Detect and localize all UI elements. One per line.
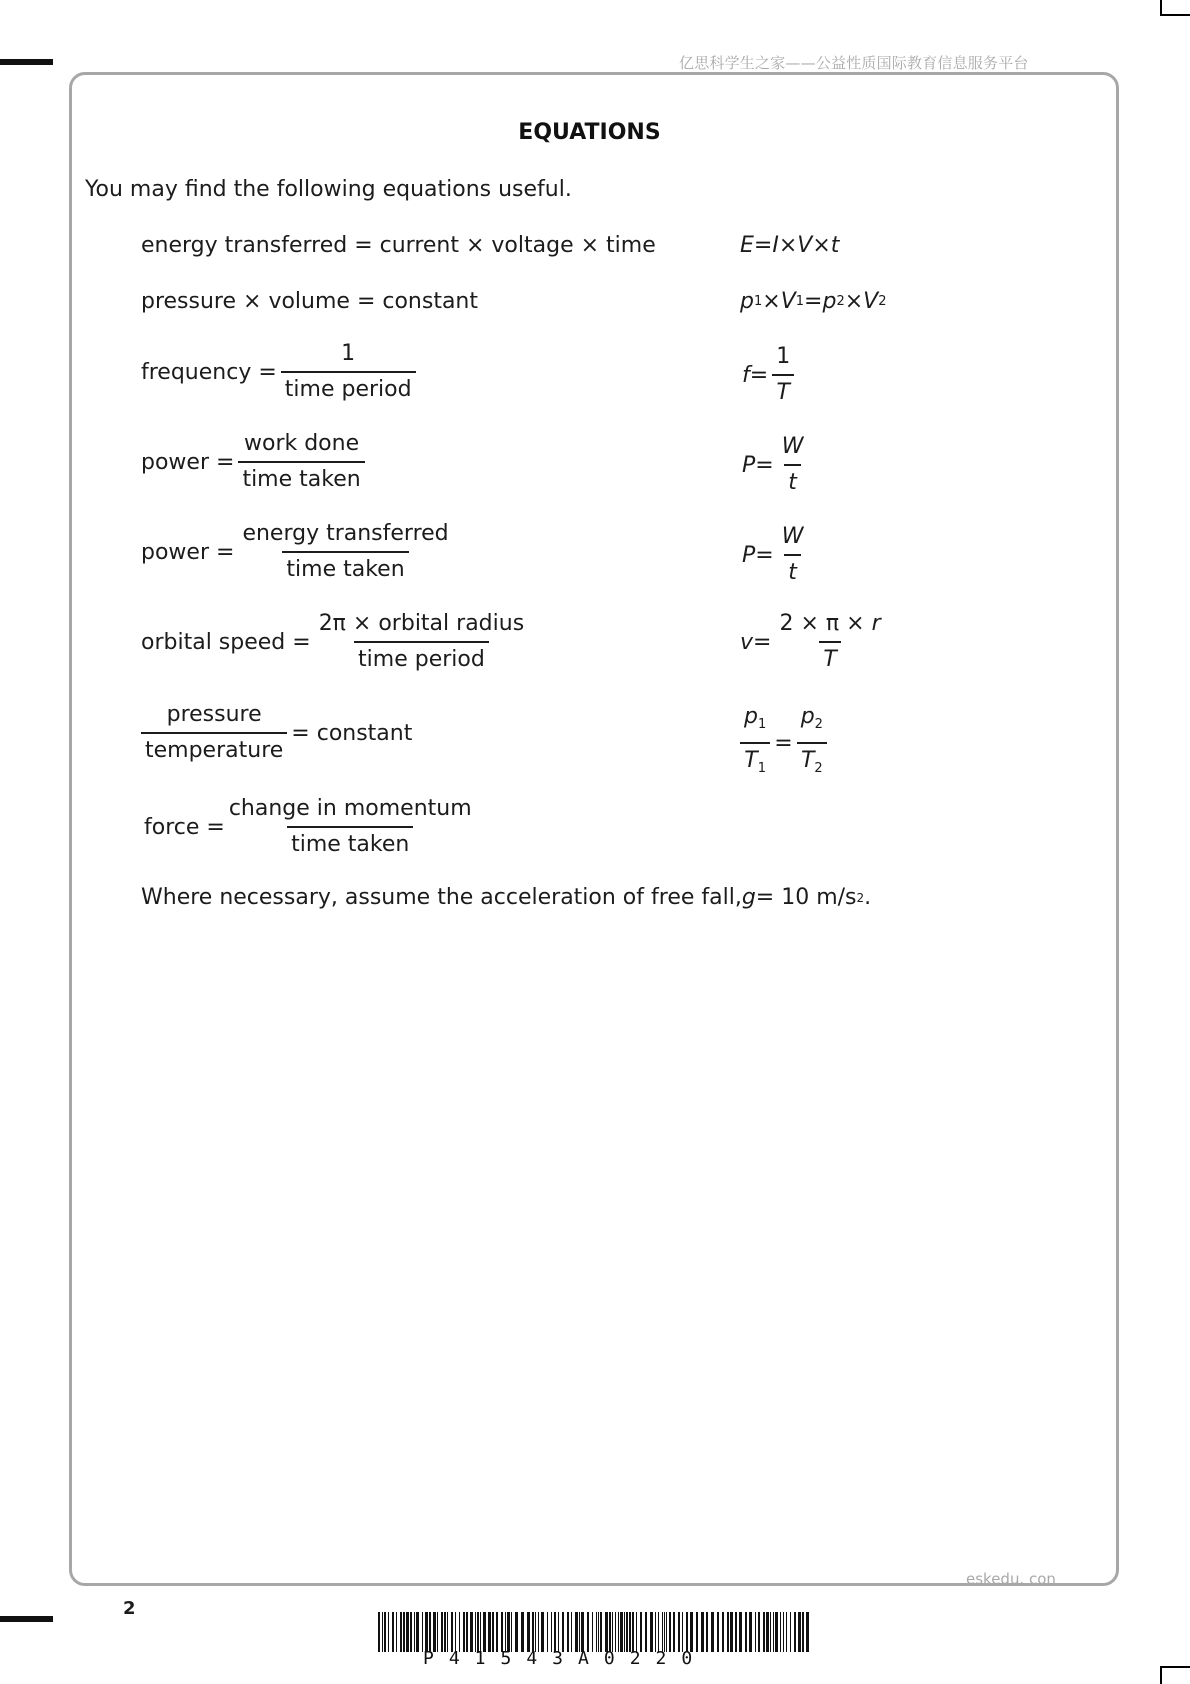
orbital-lhs: orbital speed = (141, 629, 311, 655)
fraction-denominator: time taken (287, 826, 413, 858)
barcode-bar (730, 1612, 733, 1652)
barcode-bar (780, 1612, 781, 1652)
barcode-bar (515, 1612, 518, 1652)
sym-E: E (740, 233, 754, 258)
frequency-equation-word (141, 341, 420, 403)
fraction-denominator (740, 742, 770, 782)
barcode-bar (447, 1612, 448, 1652)
fraction-numerator: 2π × orbital radius (318, 611, 525, 636)
sym-r: r (871, 611, 881, 636)
barcode-bar (466, 1612, 468, 1652)
sym-T: T (800, 748, 815, 773)
energy-equation-word (141, 233, 656, 258)
barcode-bar (612, 1612, 613, 1652)
barcode-bar (686, 1612, 688, 1652)
barcode-bar (483, 1612, 486, 1652)
barcode-bar (658, 1612, 659, 1652)
sym-eq: = (753, 629, 772, 655)
fraction-numerator: 1 (776, 344, 791, 369)
barcode (378, 1612, 810, 1652)
pressure-volume-word-text: pressure × volume = constant (141, 289, 479, 314)
sym-eq: = (774, 730, 793, 756)
barcode-bar (429, 1612, 431, 1652)
force-lhs: force = (144, 814, 225, 840)
barcode-bar (682, 1612, 683, 1652)
barcode-bar (706, 1612, 708, 1652)
barcode-bar (470, 1612, 473, 1652)
frequency-symbol-fraction (772, 344, 794, 406)
sym-v: v (740, 629, 754, 655)
barcode-bar (444, 1612, 446, 1652)
numerator-constants: 2 × π × (779, 611, 872, 636)
barcode-bar (615, 1612, 616, 1652)
barcode-bar (669, 1612, 671, 1652)
orbital-equation-symbol (740, 611, 889, 673)
barcode-bar (425, 1612, 428, 1652)
sym-V: V (863, 289, 879, 314)
barcode-bar (739, 1612, 742, 1652)
barcode-bar (527, 1612, 530, 1652)
barcode-bar (403, 1612, 405, 1652)
barcode-bar (562, 1612, 564, 1652)
sub-1: 1 (757, 717, 767, 732)
fraction-denominator: t (784, 554, 801, 586)
barcode-bar (507, 1612, 510, 1652)
header-watermark: 亿思科学生之家——公益性质国际教育信息服务平台 (679, 54, 1029, 72)
sym-times: × (762, 289, 781, 314)
barcode-bar (790, 1612, 791, 1652)
barcode-bar (673, 1612, 675, 1652)
sub-2: 2 (814, 717, 823, 732)
barcode-bar (554, 1612, 556, 1652)
sym-eq: = (755, 452, 774, 478)
page-title: EQUATIONS (518, 120, 661, 145)
fraction-denominator: time period (281, 371, 416, 403)
barcode-bar (645, 1612, 647, 1652)
barcode-bar (384, 1612, 386, 1652)
barcode-bar (783, 1612, 784, 1652)
barcode-bar (806, 1612, 809, 1652)
barcode-bar (455, 1612, 456, 1652)
power-energy-symbol-fraction (778, 524, 808, 586)
barcode-bar (475, 1612, 476, 1652)
barcode-bar (605, 1612, 608, 1652)
barcode-bar (406, 1612, 409, 1652)
symbol-fraction-2 (797, 704, 827, 782)
barcode-bar (521, 1612, 524, 1652)
page-number: 2 (123, 1598, 136, 1619)
barcode-bar (690, 1612, 693, 1652)
energy-word-text: energy transferred = current × voltage × time (141, 233, 656, 258)
barcode-bar (626, 1612, 628, 1652)
barcode-bar (535, 1612, 536, 1652)
force-fraction (225, 796, 476, 858)
fraction-numerator (775, 611, 884, 641)
fraction-numerator (797, 704, 827, 742)
sym-g: g (741, 885, 756, 910)
power-energy-equation-symbol (742, 524, 811, 586)
barcode-bar (382, 1612, 383, 1652)
barcode-bar (618, 1612, 619, 1652)
barcode-bar (480, 1612, 481, 1652)
barcode-bar (650, 1612, 653, 1652)
barcode-bar (410, 1612, 412, 1652)
sym-f: f (742, 362, 750, 388)
gravity-note (141, 885, 871, 910)
barcode-bar (596, 1612, 597, 1652)
power-lhs: power = (141, 539, 235, 565)
force-equation-word (144, 796, 480, 858)
fraction-numerator: work done (243, 431, 360, 456)
barcode-bar (392, 1612, 394, 1652)
power-work-equation-symbol (742, 434, 811, 496)
sym-P: P (742, 542, 756, 568)
barcode-bar (441, 1612, 443, 1652)
barcode-bar (567, 1612, 569, 1652)
sym-times: × (844, 289, 864, 314)
pressure-temperature-equation-symbol (740, 704, 831, 782)
sym-t: t (830, 233, 840, 258)
barcode-bar (437, 1612, 438, 1652)
barcode-bar (802, 1612, 804, 1652)
fraction-denominator: temperature (141, 732, 287, 764)
sub-1: 1 (757, 761, 766, 776)
sym-eq: = (804, 289, 823, 314)
fraction-denominator: time taken (238, 461, 364, 493)
barcode-bar (396, 1612, 397, 1652)
barcode-bar (655, 1612, 656, 1652)
barcode-bar (775, 1612, 778, 1652)
barcode-bar (678, 1612, 680, 1652)
barcode-bar (451, 1612, 453, 1652)
barcode-bar (770, 1612, 771, 1652)
pressure-temperature-equation-word (141, 702, 412, 764)
crop-mark-left-bottom (0, 1616, 53, 1622)
fraction-numerator: change in momentum (228, 796, 472, 821)
barcode-bar (624, 1612, 625, 1652)
barcode-bar (463, 1612, 465, 1652)
barcode-bar (717, 1612, 719, 1652)
barcode-bar (786, 1612, 787, 1652)
orbital-equation-word (141, 611, 532, 673)
frequency-fraction (281, 341, 416, 403)
barcode-bar (749, 1612, 752, 1652)
barcode-bar (763, 1612, 765, 1652)
barcode-bar (496, 1612, 498, 1652)
barcode-bar (388, 1612, 389, 1652)
fraction-denominator: T (772, 374, 793, 406)
power-work-fraction (238, 431, 364, 493)
barcode-bar (416, 1612, 419, 1652)
fraction-numerator: W (781, 434, 804, 459)
intro-text: You may find the following equations useful. (85, 177, 572, 202)
sym-V: V (780, 289, 796, 314)
note-text: Where necessary, assume the acceleration of free fall, (141, 885, 742, 910)
power-work-symbol-fraction (778, 434, 808, 496)
barcode-bar (798, 1612, 801, 1652)
fraction-denominator (797, 742, 827, 782)
barcode-bar (459, 1612, 460, 1652)
barcode-bar (558, 1612, 559, 1652)
energy-equation-symbol (740, 233, 839, 258)
pressure-volume-equation-symbol (740, 289, 887, 314)
barcode-bar (492, 1612, 494, 1652)
sym-P: P (742, 452, 756, 478)
barcode-bar (600, 1612, 602, 1652)
barcode-bar (620, 1612, 623, 1652)
barcode-bar (488, 1612, 491, 1652)
pressure-temperature-fraction (141, 702, 287, 764)
barcode-bar (571, 1612, 572, 1652)
barcode-bar (722, 1612, 724, 1652)
barcode-bar (511, 1612, 512, 1652)
barcode-bar (773, 1612, 774, 1652)
barcode-bar (664, 1612, 665, 1652)
power-energy-fraction (238, 521, 452, 583)
barcode-bar (501, 1612, 503, 1652)
barcode-bar (745, 1612, 747, 1652)
power-lhs: power = (141, 449, 235, 475)
barcode-bar (538, 1612, 539, 1652)
barcode-bar (701, 1612, 704, 1652)
pressure-volume-equation-word (141, 289, 478, 314)
frequency-lhs: frequency = (141, 359, 277, 385)
fraction-numerator: W (781, 524, 804, 549)
footer-watermark: eskedu. con (966, 1570, 1056, 1588)
barcode-bar (575, 1612, 578, 1652)
barcode-bar (727, 1612, 729, 1652)
corner-mark-bottom-right-h (1160, 1666, 1190, 1668)
barcode-bar (422, 1612, 423, 1652)
barcode-bar (758, 1612, 760, 1652)
barcode-bar (609, 1612, 611, 1652)
fraction-denominator: T (819, 641, 840, 673)
sub-1: 1 (795, 294, 805, 309)
sym-p: p (822, 289, 837, 314)
barcode-bar (551, 1612, 552, 1652)
barcode-bar (662, 1612, 663, 1652)
barcode-text: P41543A0220 (423, 1648, 708, 1669)
fraction-numerator: pressure (166, 702, 262, 727)
sub-1: 1 (753, 294, 763, 309)
barcode-bar (541, 1612, 544, 1652)
orbital-fraction (315, 611, 528, 673)
sym-eq: = (753, 233, 773, 258)
barcode-bar (581, 1612, 584, 1652)
fraction-numerator: energy transferred (242, 521, 449, 546)
barcode-bar (794, 1612, 796, 1652)
fraction-denominator: time period (354, 641, 489, 673)
barcode-bar (629, 1612, 631, 1652)
barcode-bar (696, 1612, 698, 1652)
corner-mark-top-right-v (1160, 14, 1190, 16)
fraction-numerator (740, 704, 770, 742)
barcode-bar (414, 1612, 415, 1652)
barcode-bar (666, 1612, 667, 1652)
barcode-bar (711, 1612, 714, 1652)
barcode-bar (632, 1612, 634, 1652)
sym-p: p (740, 289, 754, 314)
barcode-bar (592, 1612, 593, 1652)
barcode-bar (547, 1612, 548, 1652)
barcode-bar (636, 1612, 637, 1652)
symbol-fraction-1 (740, 704, 770, 782)
sym-eq: = (749, 362, 769, 388)
barcode-bar (433, 1612, 436, 1652)
frequency-equation-symbol (742, 344, 798, 406)
barcode-bar (755, 1612, 756, 1652)
crop-mark-left-top (0, 59, 53, 65)
barcode-bar (766, 1612, 769, 1652)
corner-mark-bottom-right-v (1160, 1666, 1162, 1684)
fraction-denominator: time taken (282, 551, 408, 583)
sub-2: 2 (814, 761, 823, 776)
barcode-bar (532, 1612, 534, 1652)
orbital-symbol-fraction (775, 611, 884, 673)
barcode-bar (378, 1612, 380, 1652)
barcode-bar (640, 1612, 642, 1652)
sub-2: 2 (836, 294, 845, 309)
sub-2: 2 (878, 294, 887, 309)
barcode-bar (579, 1612, 580, 1652)
pressure-temperature-rhs: = constant (291, 720, 413, 746)
sym-p: p (744, 704, 758, 729)
fraction-denominator: t (784, 464, 801, 496)
barcode-bar (598, 1612, 599, 1652)
note-value: = 10 m/s (755, 885, 857, 910)
barcode-bar (505, 1612, 506, 1652)
sym-I: I (772, 233, 779, 258)
barcode-bar (587, 1612, 589, 1652)
note-end: . (864, 885, 872, 910)
barcode-bar (735, 1612, 737, 1652)
power-work-equation-word (141, 431, 369, 493)
sym-V: V (797, 233, 813, 258)
sym-eq: = (755, 542, 774, 568)
fraction-numerator: 1 (341, 341, 356, 366)
power-energy-equation-word (141, 521, 457, 583)
sym-p: p (800, 704, 815, 729)
sym-times: × (812, 233, 831, 258)
sym-times: × (778, 233, 798, 258)
barcode-bar (400, 1612, 402, 1652)
sym-T: T (744, 748, 758, 773)
barcode-bar (477, 1612, 479, 1652)
note-exponent: 2 (856, 890, 865, 905)
